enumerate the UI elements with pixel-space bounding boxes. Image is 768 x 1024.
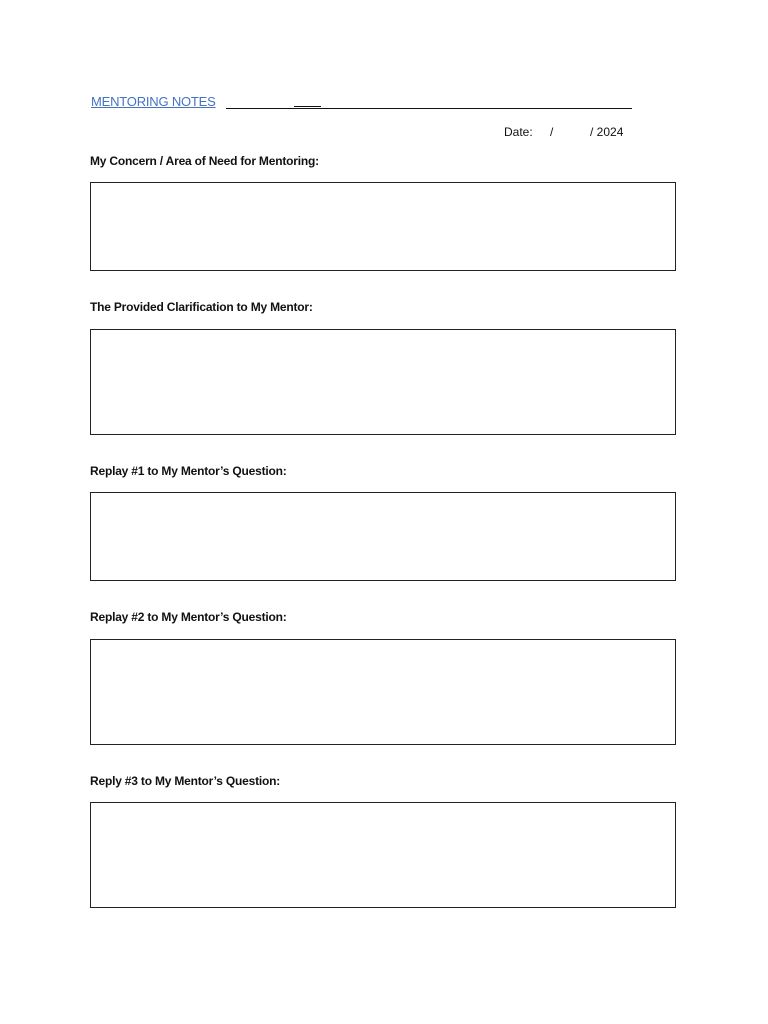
date-year: / 2024 xyxy=(590,125,624,139)
reply-3-notes-box[interactable] xyxy=(90,802,676,908)
date-label: Date: xyxy=(504,125,533,139)
reply-3-label: Reply #3 to My Mentor’s Question: xyxy=(90,774,281,788)
date-day-month-separator: / xyxy=(550,125,554,139)
reply-2-notes-box[interactable] xyxy=(90,639,676,745)
page-title: MENTORING NOTES xyxy=(91,94,216,109)
title-row xyxy=(91,94,632,110)
concern-notes-box[interactable] xyxy=(90,182,676,271)
reply-1-label: Replay #1 to My Mentor’s Question: xyxy=(90,464,287,478)
reply-2-label: Replay #2 to My Mentor’s Question: xyxy=(90,610,287,624)
reply-1-notes-box[interactable] xyxy=(90,492,676,581)
title-underline xyxy=(226,108,632,109)
concern-label: My Concern / Area of Need for Mentoring: xyxy=(90,154,319,168)
clarification-label: The Provided Clarification to My Mentor: xyxy=(90,300,313,314)
title-underline-accent xyxy=(294,106,321,107)
clarification-notes-box[interactable] xyxy=(90,329,676,435)
date-field xyxy=(504,125,628,141)
